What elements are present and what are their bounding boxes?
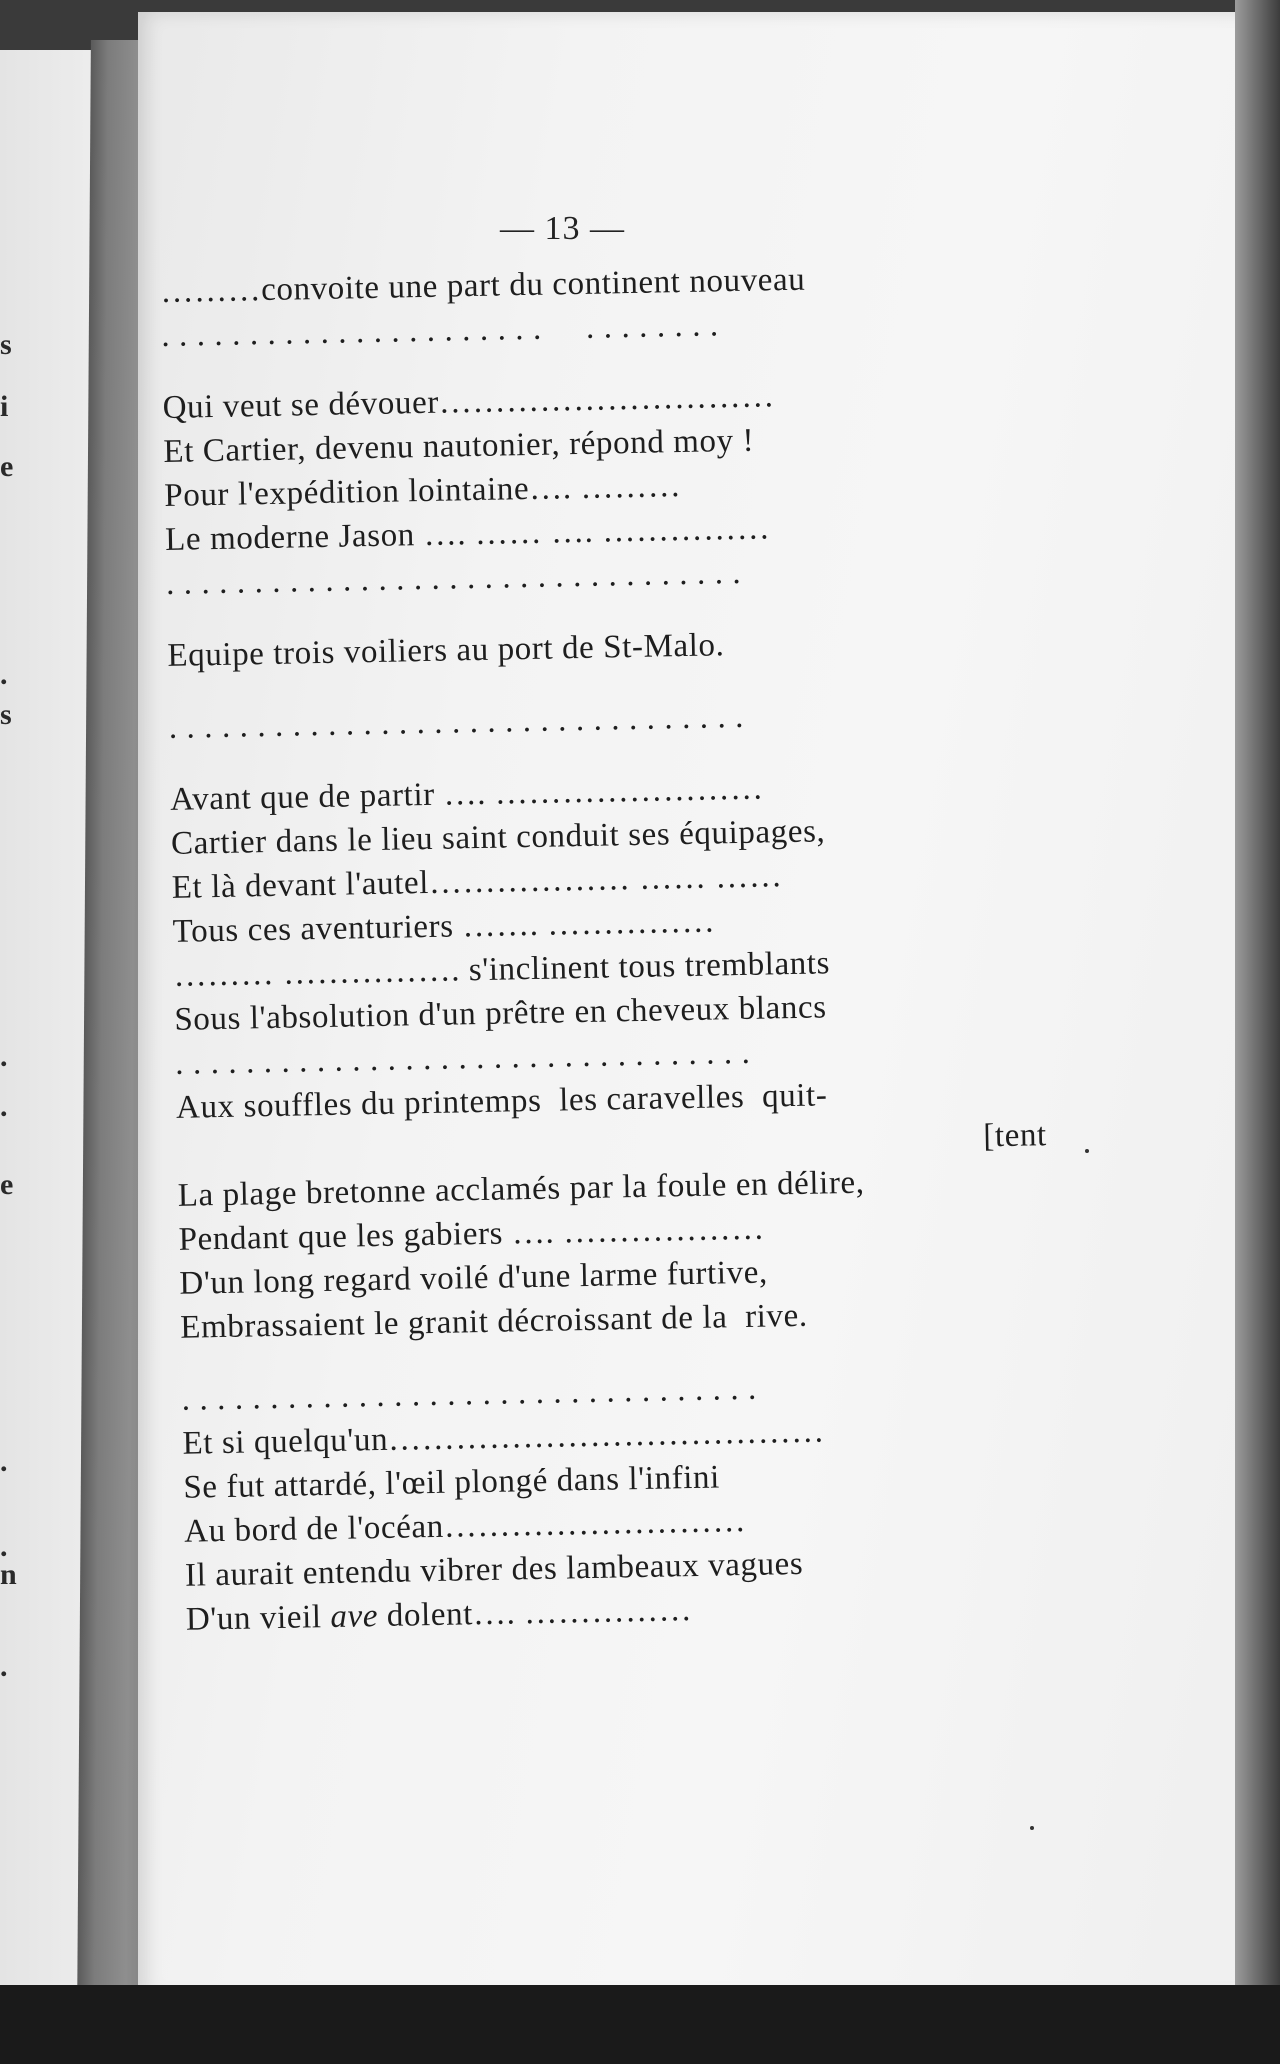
- ellipsis-line: . . . . . . . . . . . . . . . . . . . . . . . . . . . . . . . . .: [181, 1370, 758, 1418]
- scan-bottom-band: [0, 1985, 1280, 2064]
- left-page-fragment: .: [0, 1445, 8, 1478]
- poem-line: Tous ces aventuriers ……. ……………: [172, 903, 716, 950]
- page-number: — 13 —: [500, 210, 625, 247]
- poem-line: Aux souffles du printemps les caravelles quit-: [175, 1077, 828, 1126]
- poem-line: Se fut attardé, l'œil plongé dans l'infini: [183, 1459, 721, 1506]
- poem-line: Et là devant l'autel……………… …… ……: [171, 858, 783, 906]
- page-edge: [1235, 0, 1280, 2064]
- text-run: dolent…. ……………: [377, 1592, 693, 1635]
- left-page-fragment: e: [0, 450, 14, 483]
- poem-line: La plage bretonne acclamés par la foule en délire,: [177, 1164, 865, 1214]
- left-page-fragment: e: [0, 1168, 14, 1201]
- poem-line: ……… ……………. s'inclinent tous tremblants: [173, 945, 831, 994]
- poem-line: Pour l'expédition lointaine…. ………: [163, 468, 682, 514]
- left-page-fragment: .: [0, 658, 8, 691]
- ellipsis-line: . . . . . . . . . . . . . . . . . . . . . . . . . . . . . . . . .: [165, 554, 742, 602]
- poem-line: Equipe trois voiliers au port de St-Malo.: [167, 627, 725, 674]
- poem-line: Il aurait entendu vibrer des lambeaux vagues: [184, 1545, 804, 1594]
- poem-line: Sous l'absolution d'un prêtre en cheveux blancs: [174, 989, 827, 1038]
- ellipsis-line: . . . . . . . . . . . . . . . . . . . . . . . . . . . . . . . . .: [168, 698, 745, 746]
- left-page-fragment: s: [0, 328, 12, 361]
- left-page-fragment: i: [0, 390, 9, 423]
- left-page-fragment: .: [0, 1090, 8, 1123]
- italic-word: ave: [330, 1598, 379, 1635]
- poem-line-continuation: [tent: [982, 1117, 1048, 1155]
- poem-line: Et si quelqu'un…………………………………: [182, 1413, 826, 1462]
- scan-speck: [1085, 1149, 1089, 1153]
- poem-line: Avant que de partir …. ……………………: [169, 770, 764, 818]
- poem-line: D'un long regard voilé d'une larme furtive,: [179, 1254, 769, 1302]
- poem-line: Au bord de l'océan………………………: [183, 1502, 747, 1550]
- poem-line: Cartier dans le lieu saint conduit ses équipages,: [170, 813, 826, 862]
- scan-speck: [1030, 1826, 1034, 1830]
- poem-line: Qui veut se dévouer…………………………: [162, 378, 776, 426]
- ellipsis-line: . . . . . . . . . . . . . . . . . . . . . . . . . . . . . .: [160, 307, 720, 354]
- left-page-fragment: .: [0, 1650, 8, 1683]
- text-run: D'un vieil: [185, 1598, 331, 1638]
- poem-line: Et Cartier, devenu nautonier, répond moy !: [163, 422, 755, 470]
- poem-line: Pendant que les gabiers …. ………………: [178, 1210, 766, 1258]
- left-page-fragment: .: [0, 1530, 8, 1563]
- poem-line: Le moderne Jason …. …… …. ……………: [164, 510, 771, 558]
- poem-line: Embrassaient le granit décroissant de la rive.: [179, 1297, 809, 1346]
- ellipsis-line: . . . . . . . . . . . . . . . . . . . . . . . . . . . . . . . . .: [174, 1034, 751, 1082]
- left-page-fragment: s: [0, 698, 12, 731]
- poem-line: ………convoite une part du continent nouveau: [160, 261, 806, 310]
- left-page-fragment: n: [0, 1558, 17, 1591]
- left-page-fragment: .: [0, 1040, 8, 1073]
- poem-text: [160, 253, 1086, 1642]
